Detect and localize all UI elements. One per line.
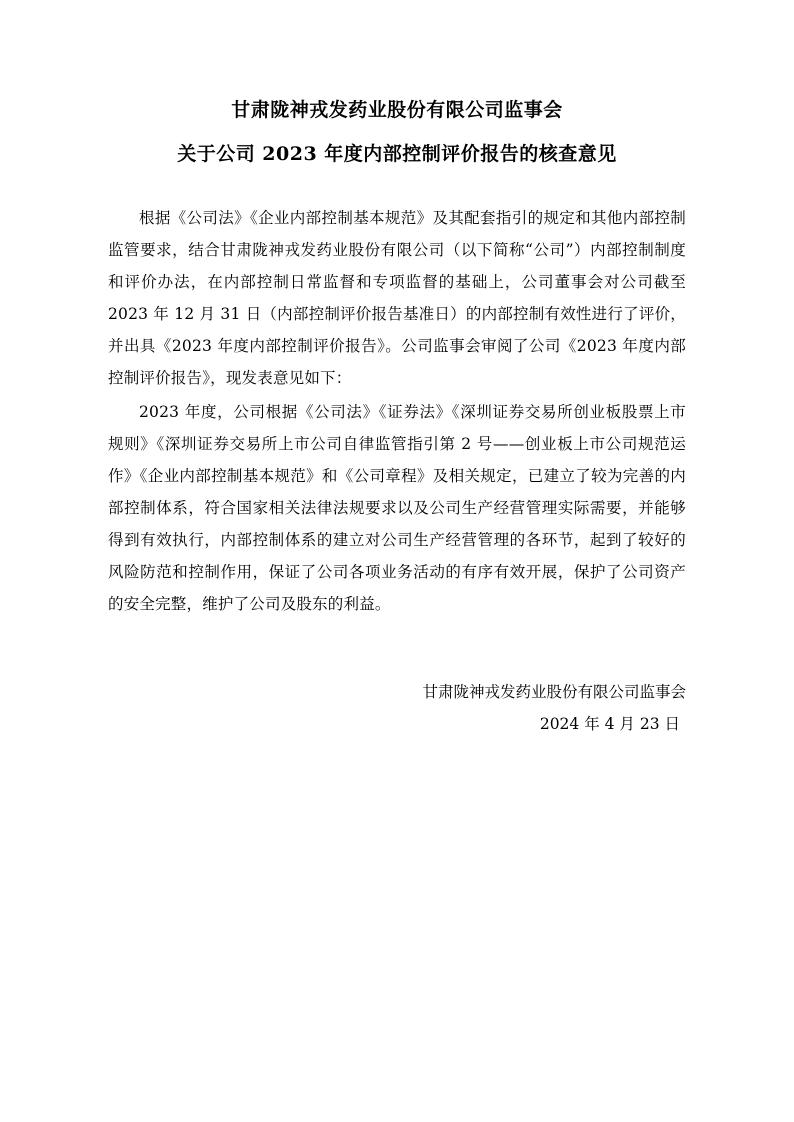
paragraph-2: 2023 年度，公司根据《公司法》《证券法》《深圳证券交易所创业板股票上市规则》《深圳证券交易所上市公司自律监管指引第 2 号——创业板上市公司规范运作》《企业内部控制基本规范》和《公司章程》及相关规定，已建立了较为完善的内部控制体系，符合国家相关法律法规要求以及公司生产经营管理实际需要，并能够得到有效执行，内部控制体系的建立对公司生产经营管理的各环节，起到了较好的风险防范和控制作用，保证了公司各项业务活动的有序有效开展，保护了公司资产的安全完整，维护了公司及股东的利益。 [108, 403, 686, 613]
paragraph-1: 根据《公司法》《企业内部控制基本规范》及其配套指引的规定和其他内部控制监管要求，结合甘肃陇神戎发药业股份有限公司（以下简称“公司”）内部控制制度和评价办法，在内部控制日常监督和专项监督的基础上，公司董事会对公司截至 2023 年 12 月 31 日（内部控制评价报告基准日）的内部控制有效性进行了评价，并出具《2023 年度内部控制评价报告》。公司监事会审阅了公司《2023 年度内部控制评价报告》，现发表意见如下： [108, 209, 686, 387]
signature-organization: 甘肃陇神戎发药业股份有限公司监事会 [422, 683, 686, 701]
signature-date: 2024 年 4 月 23 日 [539, 715, 680, 733]
title-line-1: 甘肃陇神戎发药业股份有限公司监事会 [231, 99, 563, 121]
signature-block [108, 676, 686, 740]
page-title [108, 88, 686, 176]
title-line-2: 关于公司 2023 年度内部控制评价报告的核查意见 [177, 143, 617, 165]
document-body [108, 202, 686, 620]
